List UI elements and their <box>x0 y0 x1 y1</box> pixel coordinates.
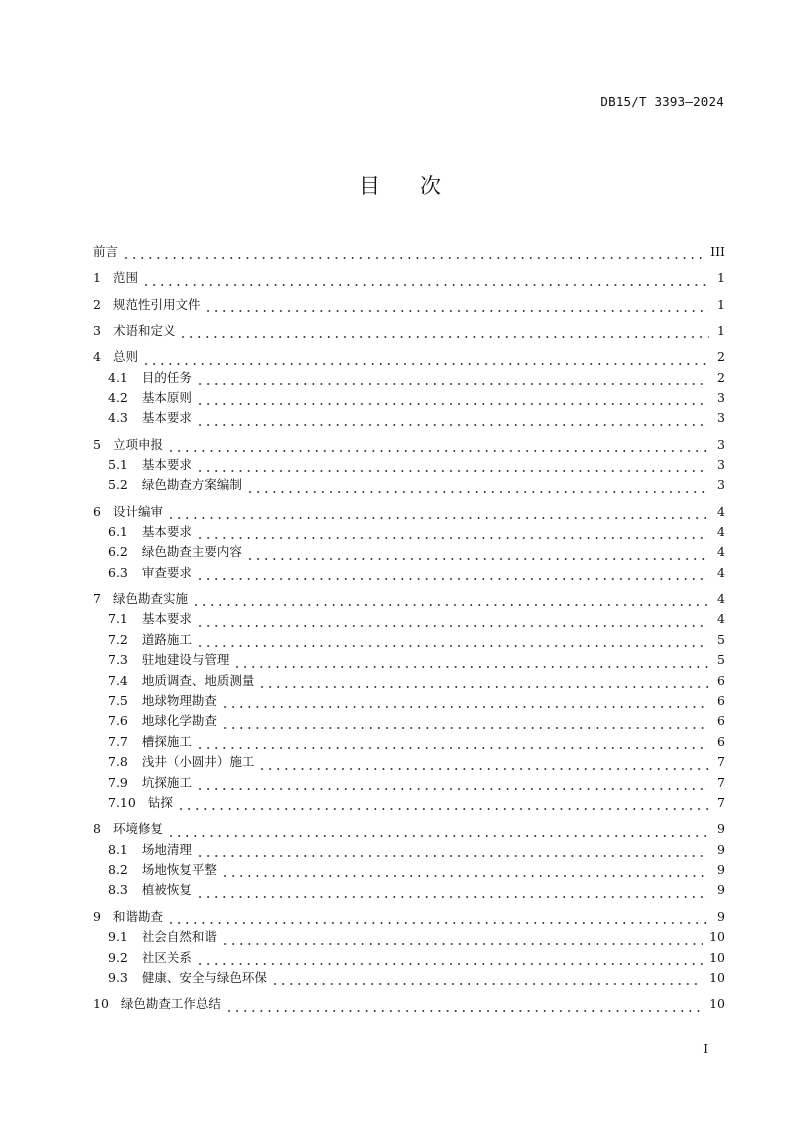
toc-entry-page: 7 <box>717 794 725 810</box>
dot-leader <box>196 840 709 860</box>
toc-entry-label: 基本原则 <box>141 389 192 405</box>
toc-entry-label: 规范性引用文件 <box>112 296 201 312</box>
toc-entry-page: 9 <box>717 862 725 878</box>
toc-entry[interactable] <box>93 408 725 428</box>
toc-entry-page: 4 <box>717 544 725 560</box>
dot-leader <box>258 671 709 691</box>
dot-leader <box>167 820 709 840</box>
toc-entry-label: 目的任务 <box>141 369 192 385</box>
toc-entry-number: 7.7 <box>108 733 128 749</box>
toc-entry[interactable] <box>93 368 725 388</box>
toc-entry-label: 槽探施工 <box>141 733 192 749</box>
toc-entry[interactable] <box>93 948 725 968</box>
toc-entry[interactable] <box>93 522 725 542</box>
toc-entry-page: 1 <box>717 270 725 286</box>
document-number: DB15/T 3393—2024 <box>600 94 724 109</box>
toc-entry-number: 4.1 <box>108 369 128 385</box>
toc-entry-number: 7.8 <box>108 754 128 770</box>
toc-entry-page: 3 <box>717 456 725 472</box>
toc-entry-number: 7.9 <box>108 774 128 790</box>
toc-entry-page: 4 <box>717 611 725 627</box>
toc-entry-number: 9.3 <box>108 969 128 985</box>
toc-entry-label: 范围 <box>112 270 138 286</box>
toc-entry[interactable] <box>93 475 725 495</box>
dot-leader <box>258 753 709 773</box>
toc-entry-label: 术语和定义 <box>112 322 176 338</box>
toc-entry-page: 3 <box>717 389 725 405</box>
dot-leader <box>179 321 709 341</box>
toc-entry-number: 8.3 <box>108 882 128 898</box>
toc-entry-label: 坑探施工 <box>141 774 192 790</box>
toc-entry-label: 场地清理 <box>141 841 192 857</box>
dot-leader <box>196 563 709 583</box>
toc-entry[interactable] <box>93 388 725 408</box>
toc-entry-label: 绿色勘查工作总结 <box>120 996 221 1012</box>
dot-leader <box>196 630 709 650</box>
toc-entry-label: 基本要求 <box>141 456 192 472</box>
toc-entry-label: 基本要求 <box>141 410 192 426</box>
toc-entry-page: 9 <box>717 882 725 898</box>
toc-entry-label: 道路施工 <box>141 631 192 647</box>
toc-entry-number: 5.2 <box>108 477 128 493</box>
dot-leader <box>196 455 709 475</box>
page-title: 目次 <box>359 174 481 198</box>
dot-leader <box>196 368 709 388</box>
toc-entry-number: 7.5 <box>108 693 128 709</box>
dot-leader <box>167 907 709 927</box>
toc-entry[interactable] <box>93 927 725 947</box>
toc-entry-number: 7 <box>93 591 101 607</box>
toc-entry-number: 6.3 <box>108 564 128 580</box>
dot-leader <box>221 860 709 880</box>
dot-leader <box>196 610 709 630</box>
toc-entry-label: 绿色勘查实施 <box>112 591 188 607</box>
toc-entry-label: 浅井（小圆井）施工 <box>141 754 255 770</box>
toc-entry-number: 4.3 <box>108 410 128 426</box>
dot-leader <box>196 948 703 968</box>
toc-entry-page: 2 <box>717 369 725 385</box>
toc-entry[interactable] <box>93 650 725 670</box>
toc-entry-page: 10 <box>709 929 725 945</box>
dot-leader <box>196 881 709 901</box>
toc-entry[interactable] <box>93 860 725 880</box>
toc-entry-page: 4 <box>717 503 725 519</box>
toc-entry-number: 7.10 <box>108 794 136 810</box>
toc-entry-number: 6.1 <box>108 524 128 540</box>
dot-leader <box>196 522 709 542</box>
toc-entry[interactable] <box>93 347 725 367</box>
dot-leader <box>196 409 709 429</box>
toc-entry-page: 6 <box>717 713 725 729</box>
toc-entry[interactable] <box>93 773 725 793</box>
toc-entry-number: 9.1 <box>108 929 128 945</box>
toc-entry[interactable] <box>93 455 725 475</box>
toc-entry[interactable] <box>93 321 725 341</box>
dot-leader <box>192 589 709 609</box>
toc-entry[interactable] <box>93 295 725 315</box>
toc-entry-page: 5 <box>717 652 725 668</box>
toc-entry[interactable] <box>93 994 725 1014</box>
toc-entry-page: 1 <box>717 296 725 312</box>
dot-leader <box>246 476 709 496</box>
toc-entry-page: 3 <box>717 410 725 426</box>
page-number: I <box>703 1042 708 1056</box>
dot-leader <box>196 388 709 408</box>
dot-leader <box>221 712 709 732</box>
toc-entry-label: 植被恢复 <box>141 882 192 898</box>
toc-entry-number: 4.2 <box>108 389 128 405</box>
toc-entry[interactable] <box>93 268 725 288</box>
toc-entry[interactable] <box>93 840 725 860</box>
toc-entry-number: 7.6 <box>108 713 128 729</box>
toc-entry-page: 5 <box>717 631 725 647</box>
toc-entry-number: 8.2 <box>108 862 128 878</box>
toc-entry[interactable] <box>93 711 725 731</box>
dot-leader <box>167 502 709 522</box>
toc-entry-label: 基本要求 <box>141 611 192 627</box>
toc-entry-label: 钻探 <box>147 794 173 810</box>
toc-entry-label: 地质调查、地质测量 <box>141 672 255 688</box>
dot-leader <box>246 543 709 563</box>
toc-entry[interactable] <box>93 880 725 900</box>
toc-entry-page: 6 <box>717 693 725 709</box>
toc-entry[interactable] <box>93 691 725 711</box>
toc-entry-number: 5.1 <box>108 456 128 472</box>
toc-entry-page: 3 <box>717 436 725 452</box>
dot-leader <box>196 773 709 793</box>
toc-entry-number: 7.2 <box>108 631 128 647</box>
toc-entry[interactable] <box>93 793 725 813</box>
toc-entry-number: 1 <box>93 270 101 286</box>
toc-entry-page: 9 <box>717 908 725 924</box>
toc-entry[interactable] <box>93 752 725 772</box>
toc-entry-label: 地球化学勘查 <box>141 713 217 729</box>
toc-entry[interactable] <box>93 732 725 752</box>
toc-entry-number: 7.3 <box>108 652 128 668</box>
toc-entry-page: 2 <box>717 349 725 365</box>
toc-entry-number: 10 <box>93 996 109 1012</box>
toc-entry-label: 社区关系 <box>141 949 192 965</box>
toc-entry-number: 7.4 <box>108 672 128 688</box>
dot-leader <box>204 295 709 315</box>
toc-entry-number: 6 <box>93 503 101 519</box>
toc-entry[interactable] <box>93 563 725 583</box>
toc-entry-label: 场地恢复平整 <box>141 862 217 878</box>
toc-entry-label: 健康、安全与绿色环保 <box>141 969 267 985</box>
toc-entry-number: 3 <box>93 322 101 338</box>
toc-entry-label: 总则 <box>112 349 138 365</box>
toc-entry-label: 立项申报 <box>112 436 163 452</box>
dot-leader <box>221 928 703 948</box>
dot-leader <box>122 242 704 262</box>
toc-entry[interactable] <box>93 589 725 609</box>
toc-entry-number: 8 <box>93 821 101 837</box>
toc-entry-label: 审查要求 <box>141 564 192 580</box>
toc-entry-label: 绿色勘查方案编制 <box>141 477 242 493</box>
toc-entry-number: 7.1 <box>108 611 128 627</box>
toc-entry-number: 6.2 <box>108 544 128 560</box>
toc-entry[interactable] <box>93 630 725 650</box>
toc-entry-page: 6 <box>717 733 725 749</box>
toc-entry-number: 4 <box>93 349 101 365</box>
toc-entry[interactable] <box>93 242 725 262</box>
toc-entry-label: 前言 <box>93 243 119 259</box>
toc-entry-label: 基本要求 <box>141 524 192 540</box>
dot-leader <box>196 732 709 752</box>
toc-entry-number: 9 <box>93 908 101 924</box>
toc-entry[interactable] <box>93 609 725 629</box>
toc-entry-page: 7 <box>717 774 725 790</box>
toc-entry-number: 2 <box>93 296 101 312</box>
toc-entry-label: 社会自然和谐 <box>141 929 217 945</box>
toc-entry-label: 和谐勘查 <box>112 908 163 924</box>
toc-entry-label: 驻地建设与管理 <box>141 652 230 668</box>
toc-entry-page: 3 <box>717 477 725 493</box>
toc-entry[interactable] <box>93 819 725 839</box>
toc-entry-page: 1 <box>717 322 725 338</box>
dot-leader <box>142 269 709 289</box>
toc-entry-label: 绿色勘查主要内容 <box>141 544 242 560</box>
toc-entry[interactable] <box>93 671 725 691</box>
toc-entry-page: 9 <box>717 841 725 857</box>
dot-leader <box>142 348 709 368</box>
dot-leader <box>177 793 709 813</box>
toc-entry-page: 7 <box>717 754 725 770</box>
toc-entry-page: 10 <box>709 996 725 1012</box>
dot-leader <box>271 968 703 988</box>
toc-entry[interactable] <box>93 907 725 927</box>
dot-leader <box>167 435 709 455</box>
toc-entry-number: 5 <box>93 436 101 452</box>
dot-leader <box>221 691 709 711</box>
toc-entry-number: 9.2 <box>108 949 128 965</box>
toc-entry-page: III <box>710 243 725 259</box>
dot-leader <box>233 651 709 671</box>
toc-entry[interactable] <box>93 502 725 522</box>
toc-entry-label: 设计编审 <box>112 503 163 519</box>
toc-entry-page: 4 <box>717 591 725 607</box>
toc-entry-label: 地球物理勘查 <box>141 693 217 709</box>
toc-entry-page: 4 <box>717 524 725 540</box>
toc-entry-page: 10 <box>709 949 725 965</box>
toc-entry[interactable] <box>93 542 725 562</box>
dot-leader <box>225 995 703 1015</box>
toc-entry-label: 环境修复 <box>112 821 163 837</box>
toc-entry-page: 6 <box>717 672 725 688</box>
toc-entry[interactable] <box>93 968 725 988</box>
toc-entry[interactable] <box>93 435 725 455</box>
toc-entry-page: 9 <box>717 821 725 837</box>
toc-entry-page: 10 <box>709 969 725 985</box>
toc-entry-page: 4 <box>717 564 725 580</box>
table-of-contents <box>93 242 725 1015</box>
toc-entry-number: 8.1 <box>108 841 128 857</box>
